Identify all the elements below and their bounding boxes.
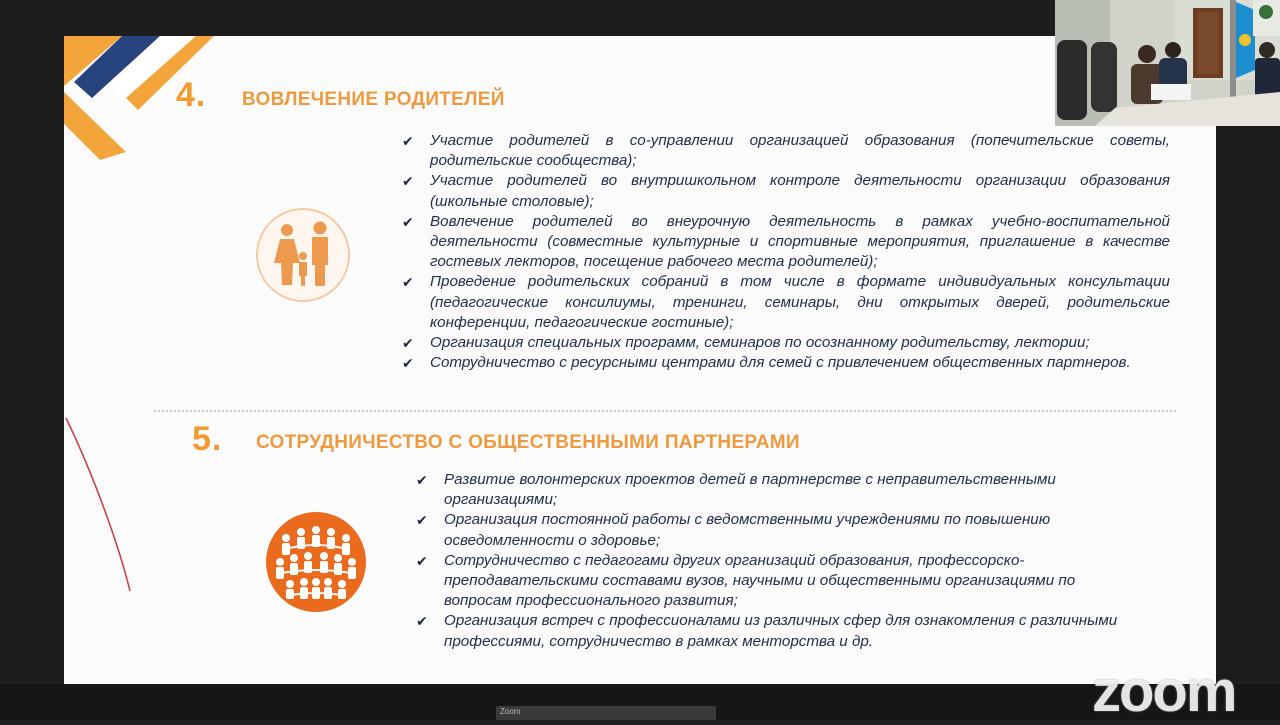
section-4-number: 4. (176, 76, 207, 114)
section-divider (154, 410, 1176, 412)
check-icon: ✔ (402, 355, 414, 372)
family-icon (254, 206, 352, 304)
shared-slide (64, 36, 1236, 724)
meeting-room-video (1055, 0, 1280, 126)
check-icon: ✔ (402, 274, 414, 291)
list-item: ✔ Организация постоянной работы с ведомственными учреждениями по повышению осведомленности о здоровье; (416, 511, 1051, 549)
list-item: ✔ Вовлечение родителей во внеурочную деятельность в рамках учебно-воспитательной деятельности (совместные культурные и спортивные мероприятия, приглашение в качестве гостевых лекторов, посещение рабочего места родителей); (402, 212, 1170, 271)
section-5-number: 5. (192, 420, 223, 458)
section-4-list (402, 131, 1170, 373)
list-item: ✔ Участие родителей в со-управлении организацией образования (попечительские советы, родительские сообщества); (402, 132, 1170, 170)
top-letterbox (64, 0, 1216, 36)
zoom-tab-label: Zoom (500, 707, 521, 716)
check-icon: ✔ (402, 335, 414, 352)
participant-video-tile[interactable] (1055, 0, 1280, 126)
zoom-watermark: zoom (1092, 659, 1236, 724)
community-globe-icon (264, 510, 368, 614)
check-icon: ✔ (416, 472, 428, 488)
check-icon: ✔ (402, 213, 414, 230)
list-item: ✔ Участие родителей во внутришкольном контроле деятельности организации образования (школьные столовые); (402, 172, 1170, 210)
list-item: ✔ Проведение родительских собраний в том числе в формате индивидуальных консультации (педагогические консилиумы, тренинги, семинары, дни открытых дверей, родительские конференции, педагогические гостиные); (402, 273, 1170, 331)
check-icon: ✔ (416, 552, 428, 569)
check-icon: ✔ (402, 173, 414, 190)
left-letterbox (0, 0, 64, 720)
check-icon: ✔ (402, 133, 414, 149)
list-item: ✔ Развитие волонтерских проектов детей в партнерстве с неправительственными организациями; (416, 471, 1056, 509)
list-item: ✔ Сотрудничество с ресурсными центрами для семей с привлечением общественных партнеров. (402, 353, 1170, 373)
check-icon: ✔ (416, 613, 428, 630)
list-item: ✔ Организация встреч с профессионалами из различных сфер для ознакомления с различными профессиями, сотрудничество в рамках менторства и др. (416, 612, 1118, 650)
section-4-title: ВОВЛЕЧЕНИЕ РОДИТЕЛЕЙ (242, 89, 505, 110)
red-curve-decoration (64, 416, 144, 616)
section-5-list (416, 470, 1136, 652)
list-item: ✔ Организация специальных программ, семинаров по осознанному родительству, лектории; (402, 333, 1170, 353)
section-5-title: СОТРУДНИЧЕСТВО С ОБЩЕСТВЕННЫМИ ПАРТНЕРАМИ (256, 432, 800, 453)
list-item: ✔ Сотрудничество с педагогами других организаций образования, профессорско-преподавательскими составами вузов, научными и общественными организациями по вопросам профессионального развития; (416, 551, 1076, 610)
check-icon: ✔ (416, 512, 428, 529)
zoom-window-tab[interactable] (496, 706, 716, 720)
